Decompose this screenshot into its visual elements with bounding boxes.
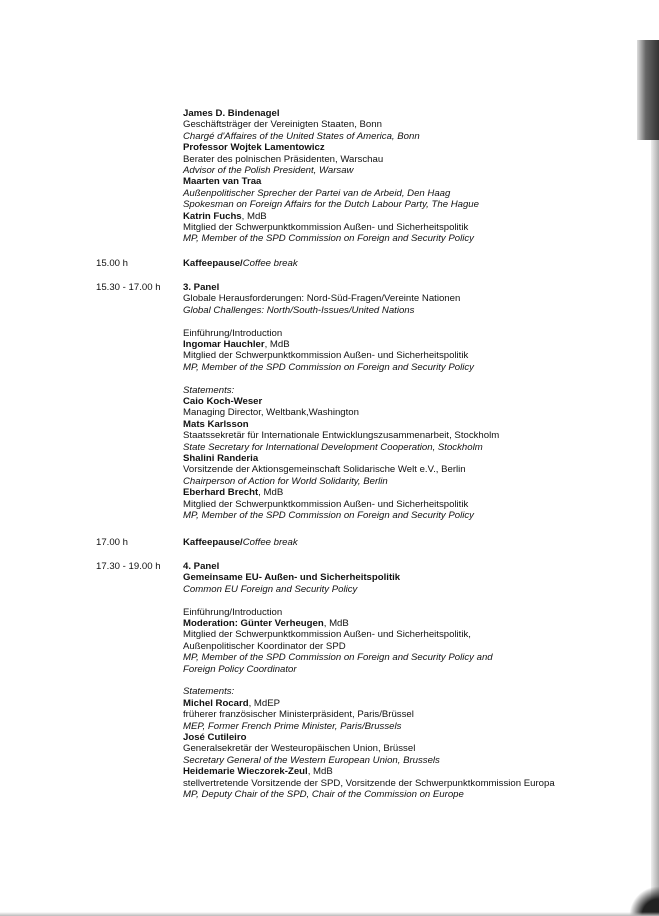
speaker-name: José Cutileiro (183, 732, 247, 744)
speaker-role-de: Staatssekretär für Internationale Entwicklungszusammenarbeit, Stockholm (183, 430, 500, 442)
speaker-role-de: früherer französischer Ministerpräsident, Paris/Brüssel (183, 709, 414, 721)
intro-role-de: Außenpolitischer Koordinator der SPD (183, 640, 346, 652)
speaker-role-en: State Secretary for International Development Cooperation, Stockholm (183, 441, 483, 453)
panel-3 (183, 282, 499, 522)
break-label (183, 258, 298, 269)
speaker-suffix: , MdB (307, 766, 333, 778)
participant-entry (183, 142, 479, 176)
break-label-de: Kaffeepause/ (183, 258, 243, 269)
speaker-role-en: MP, Deputy Chair of the SPD, Chair of the Commission on Europe (183, 789, 464, 801)
participant-name: Maarten van Traa (183, 176, 262, 188)
speaker-role-en: Chairperson of Action for World Solidarity, Berlin (183, 475, 388, 487)
panel-topic-de: Gemeinsame EU- Außen- und Sicherheitspolitik (183, 572, 401, 584)
speaker-name: Shalini Randeria (183, 453, 259, 465)
participant-entry (183, 176, 479, 210)
scan-shadow-bottom (0, 912, 659, 916)
participant-role-en: Chargé d'Affaires of the United States of America, Bonn (183, 130, 420, 142)
intro-name: Moderation: Günter Verheugen (183, 618, 324, 630)
intro-label: Einführung/Introduction (183, 606, 283, 618)
participant-role-de: Geschäftsträger der Vereinigten Staaten, Bonn (183, 119, 382, 131)
panel-4 (183, 561, 555, 801)
intro-name: Ingomar Hauchler (183, 339, 265, 351)
break-label (183, 537, 298, 548)
speaker-role-en: MP, Member of the SPD Commission on Foreign and Security Policy (183, 510, 474, 522)
speaker-role-en: Secretary General of the Western European Union, Brussels (183, 754, 440, 766)
panel-time: 15.30 - 17.00 h (96, 282, 161, 293)
participants-section (183, 108, 479, 245)
statements-label: Statements: (183, 384, 235, 396)
speaker-role-en: MEP, Former French Prime Minister, Paris/Brussels (183, 720, 402, 732)
participant-name: Professor Wojtek Lamentowicz (183, 142, 325, 154)
panel-title: 3. Panel (183, 282, 220, 293)
speaker-role-de: Generalsekretär der Westeuropäischen Union, Brüssel (183, 743, 416, 755)
break-time: 15.00 h (96, 258, 129, 269)
participant-suffix: , MdB (241, 210, 267, 222)
intro-suffix: , MdB (264, 339, 290, 351)
participant-entry (183, 108, 479, 142)
panel-topic-de: Globale Herausforderungen: Nord-Süd-Fragen/Vereinte Nationen (183, 293, 461, 305)
intro-suffix: , MdB (323, 618, 349, 630)
speaker-role-de: stellvertretende Vorsitzende der SPD, Vorsitzende der Schwerpunktkommission Europa (183, 777, 555, 789)
participant-role-en: MP, Member of the SPD Commission on Foreign and Security Policy (183, 233, 474, 245)
intro-role-en: MP, Member of the SPD Commission on Foreign and Security Policy (183, 361, 474, 373)
participant-role-de: Mitglied der Schwerpunktkommission Außen- und Sicherheitspolitik (183, 222, 469, 234)
intro-role-de: Mitglied der Schwerpunktkommission Außen- und Sicherheitspolitik, (183, 629, 471, 641)
speaker-role-de: Managing Director, Weltbank,Washington (183, 407, 359, 419)
participant-role-en: Spokesman on Foreign Affairs for the Dutch Labour Party, The Hague (183, 199, 479, 211)
speaker-name: Eberhard Brecht (183, 487, 259, 499)
intro-role-en: Foreign Policy Coordinator (183, 663, 297, 675)
statements-label: Statements: (183, 686, 235, 698)
speaker-role-de: Mitglied der Schwerpunktkommission Außen- und Sicherheitspolitik (183, 498, 469, 510)
participant-role-de: Außenpolitischer Sprecher der Partei van de Arbeid, Den Haag (183, 187, 451, 199)
panel-topic-en: Global Challenges: North/South-Issues/United Nations (183, 304, 415, 316)
speaker-role-de: Vorsitzende der Aktionsgemeinschaft Solidarische Welt e.V., Berlin (183, 464, 466, 476)
intro-label: Einführung/Introduction (183, 327, 283, 339)
intro-role-en: MP, Member of the SPD Commission on Foreign and Security Policy and (183, 652, 493, 664)
participant-role-de: Berater des polnischen Präsidenten, Warschau (183, 153, 384, 165)
break-label-de: Kaffeepause/ (183, 537, 243, 548)
intro-role-de: Mitglied der Schwerpunktkommission Außen- und Sicherheitspolitik (183, 350, 469, 362)
break-label-en: Coffee break (242, 537, 298, 548)
panel-title: 4. Panel (183, 561, 220, 572)
participant-role-en: Advisor of the Polish President, Warsaw (183, 165, 354, 177)
speaker-name: Mats Karlsson (183, 418, 249, 430)
speaker-name: Caio Koch-Weser (183, 396, 263, 408)
participant-name: James D. Bindenagel (183, 108, 280, 119)
speaker-name: Heidemarie Wieczorek-Zeul (183, 766, 308, 778)
break-label-en: Coffee break (242, 258, 298, 269)
participant-entry (183, 211, 479, 245)
break-time: 17.00 h (96, 537, 129, 548)
scan-shadow-edge-lower (651, 140, 659, 900)
scan-shadow-edge (637, 40, 659, 140)
speaker-suffix: , MdB (258, 487, 284, 499)
participant-name: Katrin Fuchs (183, 210, 242, 222)
speaker-name: Michel Rocard (183, 697, 249, 709)
panel-time: 17.30 - 19.00 h (96, 561, 161, 572)
panel-topic-en: Common EU Foreign and Security Policy (183, 583, 358, 595)
speaker-suffix: , MdEP (248, 697, 281, 709)
